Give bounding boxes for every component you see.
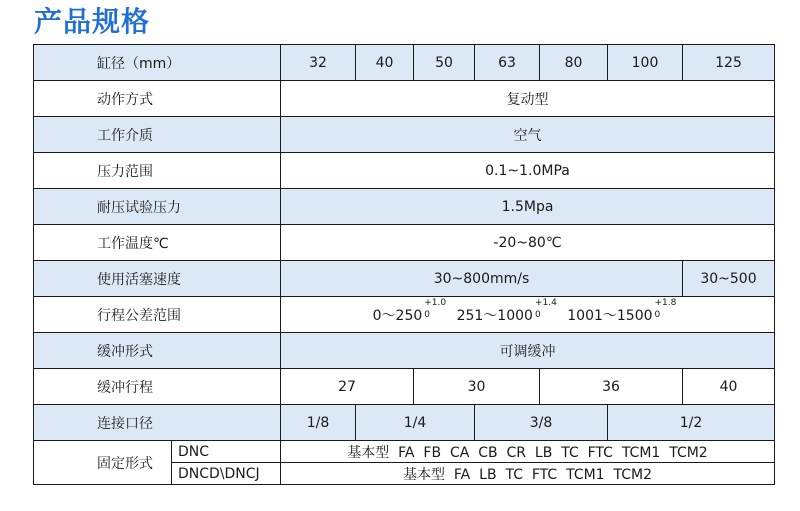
mounting-value: 基本型 FA FB CA CB CR LB TC FTC TCM1 TCM2 xyxy=(281,441,775,463)
table-row-bore xyxy=(34,45,775,81)
test-pressure-value: 1.5Mpa xyxy=(281,189,775,225)
tolerance-lower: 0 xyxy=(654,309,661,320)
bore-label: 缸径（mm） xyxy=(34,45,281,81)
port-cell: 3/8 xyxy=(475,405,608,441)
table-row-pressure xyxy=(34,153,775,189)
port-cell: 1/4 xyxy=(356,405,475,441)
pressure-value: 0.1~1.0MPa xyxy=(281,153,775,189)
tolerance-range: 1001～1500 xyxy=(567,307,653,324)
table-row-speed xyxy=(34,261,775,297)
table-row-temperature xyxy=(34,225,775,261)
speed-value: 30~800mm/s xyxy=(281,261,683,297)
tolerance-range: 251～1000 xyxy=(456,307,533,324)
tolerance-limits xyxy=(534,297,557,323)
temperature-label: 工作温度℃ xyxy=(34,225,281,261)
table-row-port xyxy=(34,405,775,441)
tolerance-limits xyxy=(654,297,677,323)
speed-value-125: 30~500 xyxy=(683,261,775,297)
tolerance-upper: +1.0 xyxy=(424,297,447,308)
table-row-cushion-type xyxy=(34,333,775,369)
cushion-stroke-label: 缓冲行程 xyxy=(34,369,281,405)
cushion-type-value: 可调缓冲 xyxy=(281,333,775,369)
cushion-type-label: 缓冲形式 xyxy=(34,333,281,369)
action-value: 复动型 xyxy=(281,81,775,117)
bore-size-cell: 100 xyxy=(608,45,683,81)
spec-table xyxy=(33,44,775,485)
table-row-medium xyxy=(34,117,775,153)
stroke-tolerance-value xyxy=(281,297,775,333)
bore-size-cell: 50 xyxy=(414,45,475,81)
tolerance-lower: 0 xyxy=(534,309,541,320)
port-cell: 1/8 xyxy=(281,405,356,441)
cushion-stroke-cell: 30 xyxy=(414,369,540,405)
mounting-model: DNCD\DNCJ xyxy=(172,463,281,485)
stroke-tolerance-label: 行程公差范围 xyxy=(34,297,281,333)
action-label: 动作方式 xyxy=(34,81,281,117)
bore-size-cell: 40 xyxy=(356,45,414,81)
table-row-mounting-dnc xyxy=(34,441,775,463)
tolerance-upper: +1.8 xyxy=(654,297,677,308)
tolerance-lower: 0 xyxy=(424,309,430,320)
test-pressure-label: 耐压试验压力 xyxy=(34,189,281,225)
mounting-label: 固定形式 xyxy=(34,441,172,485)
port-cell: 1/2 xyxy=(608,405,775,441)
port-label: 连接口径 xyxy=(34,405,281,441)
page-title: 产品规格 xyxy=(34,5,151,38)
tolerance-limits xyxy=(424,297,447,323)
tolerance-upper: +1.4 xyxy=(534,297,557,308)
table-row-cushion-stroke xyxy=(34,369,775,405)
tolerance-range: 0～250 xyxy=(372,307,423,324)
bore-size-cell: 32 xyxy=(281,45,356,81)
pressure-label: 压力范围 xyxy=(34,153,281,189)
medium-value: 空气 xyxy=(281,117,775,153)
mounting-model: DNC xyxy=(172,441,281,463)
medium-label: 工作介质 xyxy=(34,117,281,153)
cushion-stroke-cell: 36 xyxy=(540,369,683,405)
cushion-stroke-cell: 27 xyxy=(281,369,414,405)
table-row-action xyxy=(34,81,775,117)
cushion-stroke-cell: 40 xyxy=(683,369,775,405)
speed-label: 使用活塞速度 xyxy=(34,261,281,297)
table-row-test-pressure xyxy=(34,189,775,225)
table-row-stroke-tolerance xyxy=(34,297,775,333)
mounting-value: 基本型 FA LB TC FTC TCM1 TCM2 xyxy=(281,463,775,485)
temperature-value: -20~80℃ xyxy=(281,225,775,261)
bore-size-cell: 63 xyxy=(475,45,540,81)
bore-size-cell: 125 xyxy=(683,45,775,81)
bore-size-cell: 80 xyxy=(540,45,608,81)
